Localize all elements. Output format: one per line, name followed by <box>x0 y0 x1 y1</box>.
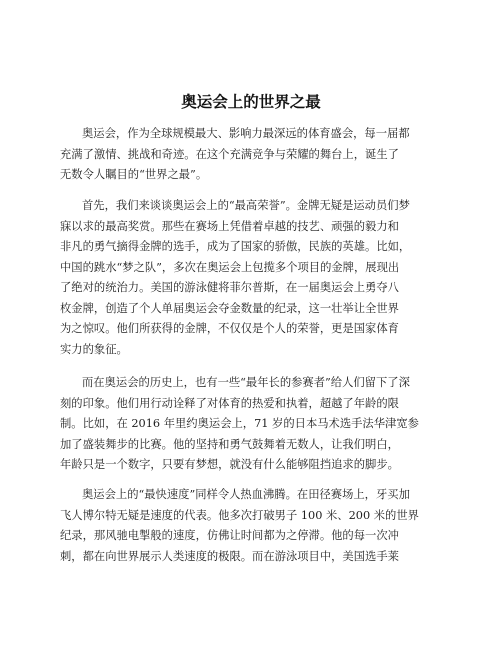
paragraph-line: 而在奥运会的历史上，也有一些“最年长的参赛者”给人们留下了深 <box>82 376 410 389</box>
paragraph-line: 飞人博尔特无疑是速度的代表。他多次打破男子 100 米、200 米的世界 <box>60 508 419 522</box>
paragraph-line: 无数令人瞩目的“世界之最”。 <box>60 168 208 181</box>
paragraph-oldest-participants <box>60 373 460 476</box>
paragraph-line: 刺，都在向世界展示人类速度的极限。而在游泳项目中，美国选手莱 <box>60 549 399 563</box>
paragraph-line: 枚金牌，创造了个人单届奥运会夺金数量的纪录，这一壮举让全世界 <box>60 301 399 315</box>
paragraph-line: 加了盛装舞步的比赛。他的坚持和勇气鼓舞着无数人，让我们明白， <box>60 437 399 451</box>
paragraph-highest-honor <box>60 196 460 360</box>
paragraph-line: 非凡的勇气摘得金牌的选手，成为了国家的骄傲，民族的英雄。比如， <box>60 240 411 253</box>
paragraph-line: 刻的印象。他们用行动诠释了对体育的热爱和执着，超越了年龄的限 <box>60 396 399 410</box>
document-title: 奥运会上的世界之最 <box>181 93 321 111</box>
paragraph-line: 为之惊叹。他们所获得的金牌，不仅仅是个人的荣誉，更是国家体育 <box>60 322 399 335</box>
paragraph-line: 年龄只是一个数字，只要有梦想，就没有什么能够阻挡追求的脚步。 <box>60 458 399 471</box>
paragraph-line: 了绝对的统治力。美国的游泳健将菲尔普斯，在一届奥运会上勇夺八 <box>60 281 399 294</box>
paragraph-line: 奥运会上的“最快速度”同样令人热血沸腾。在田径赛场上，牙买加 <box>82 488 410 501</box>
paragraph-intro <box>60 124 460 186</box>
paragraph-line: 中国的跳水“梦之队”，多次在奥运会上包揽多个项目的金牌，展现出 <box>60 260 400 274</box>
paragraph-line: 实力的象征。 <box>60 342 128 356</box>
paragraph-line: 制。比如，在 2016 年里约奥运会上，71 岁的日本马术选手法华津宽参 <box>60 417 419 430</box>
paragraph-line: 奥运会，作为全球规模最大、影响力最深远的体育盛会，每一届都 <box>82 127 410 140</box>
paragraph-fastest-speed <box>60 485 460 567</box>
paragraph-line: 充满了激情、挑战和奇迹。在这个充满竞争与荣耀的舞台上，诞生了 <box>60 147 399 161</box>
paragraph-line: 首先，我们来谈谈奥运会上的“最高荣誉”。金牌无疑是运动员们梦 <box>82 199 410 212</box>
paragraph-line: 寐以求的最高奖赏。那些在赛场上凭借着卓越的技艺、顽强的毅力和 <box>60 219 399 233</box>
paragraph-line: 纪录，那风驰电掣般的速度，仿佛让时间都为之停滞。他的每一次冲 <box>60 529 399 542</box>
